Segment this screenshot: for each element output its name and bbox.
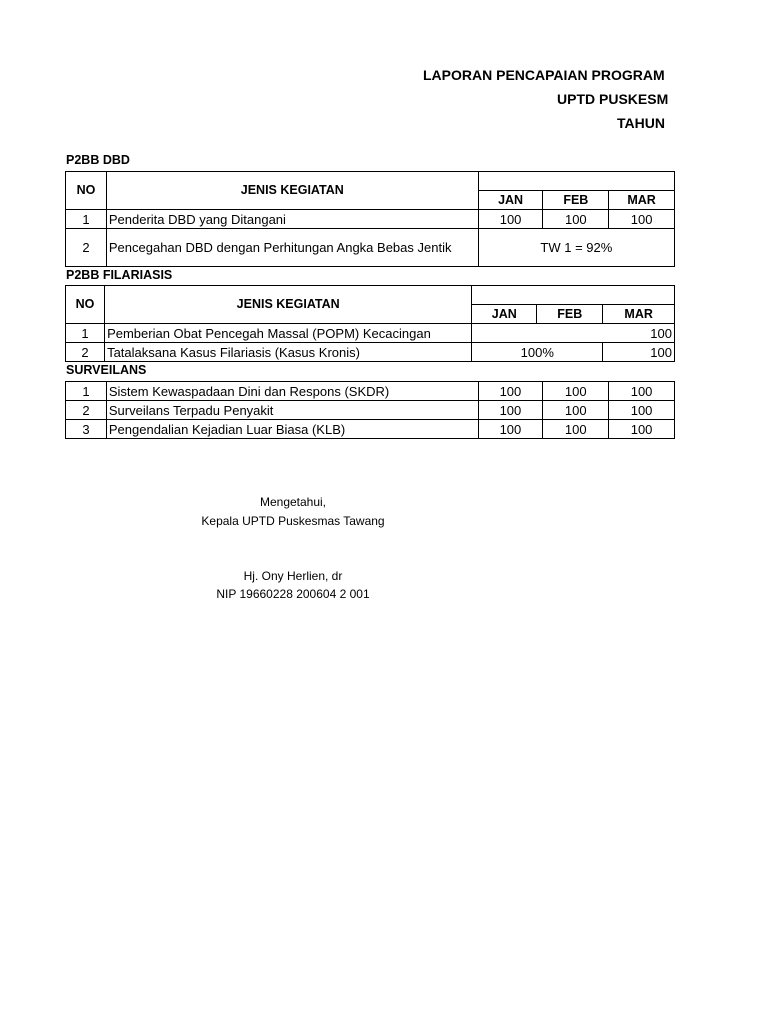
col-header-jan: JAN [478,191,543,210]
row-mar: 100 [609,210,675,229]
row-no: 1 [66,382,107,401]
row-name: Pengendalian Kejadian Luar Biasa (KLB) [106,420,478,439]
table-row [66,420,675,439]
table-row [66,324,675,343]
row-cut-value: 100 [472,324,675,343]
report-title-line3: TAHUN [617,115,665,131]
row-tw-value: TW 1 = 92% [478,229,674,267]
col-header-mar: MAR [609,191,675,210]
col-header-jenis: JENIS KEGIATAN [105,286,472,324]
signature-known: Mengetahui, [259,495,327,509]
row-feb: 100 [543,401,609,420]
row-no: 1 [66,210,107,229]
table-filariasis [65,285,675,362]
col-header-jan: JAN [472,305,537,324]
row-no: 3 [66,420,107,439]
col-header-jenis: JENIS KEGIATAN [106,172,478,210]
table-row [66,229,675,267]
row-name: Tatalaksana Kasus Filariasis (Kasus Kronis) [105,343,472,362]
table-dbd [65,171,675,267]
row-mar: 100 [609,420,675,439]
section-title-filariasis: P2BB FILARIASIS [66,268,173,282]
row-no: 2 [66,343,105,362]
row-feb: 100 [543,210,609,229]
row-name: Pencegahan DBD dengan Perhitungan Angka Bebas Jentik [106,229,478,267]
row-name: Sistem Kewaspadaan Dini dan Respons (SKDR) [106,382,478,401]
month-group-header [472,286,675,305]
signature-name: Hj. Ony Herlien, dr [243,569,343,583]
row-feb: 100 [543,382,609,401]
row-name: Pemberian Obat Pencegah Massal (POPM) Kecacingan [105,324,472,343]
col-header-mar: MAR [603,305,675,324]
report-title-line1: LAPORAN PENCAPAIAN PROGRAM [423,67,665,83]
row-jan: 100 [478,210,543,229]
row-cut-value: 100 [603,343,675,362]
section-title-dbd: P2BB DBD [66,153,130,167]
section-title-surveilans: SURVEILANS [66,363,147,377]
signature-position: Kepala UPTD Puskesmas Tawang [201,514,385,528]
report-title-line2: UPTD PUSKESM [557,91,669,107]
table-row [66,401,675,420]
month-group-header [478,172,674,191]
signature-nip: NIP 19660228 200604 2 001 [216,587,370,601]
row-janfeb-value: 100% [472,343,603,362]
col-header-no: NO [66,172,107,210]
table-surveilans [65,381,675,439]
col-header-feb: FEB [537,305,603,324]
col-header-no: NO [66,286,105,324]
row-feb: 100 [543,420,609,439]
row-name: Surveilans Terpadu Penyakit [106,401,478,420]
row-no: 2 [66,401,107,420]
table-row [66,382,675,401]
table-row [66,343,675,362]
row-jan: 100 [478,401,543,420]
row-no: 1 [66,324,105,343]
row-jan: 100 [478,420,543,439]
col-header-feb: FEB [543,191,609,210]
table-row [66,210,675,229]
row-no: 2 [66,229,107,267]
row-name: Penderita DBD yang Ditangani [106,210,478,229]
row-mar: 100 [609,382,675,401]
row-jan: 100 [478,382,543,401]
row-mar: 100 [609,401,675,420]
